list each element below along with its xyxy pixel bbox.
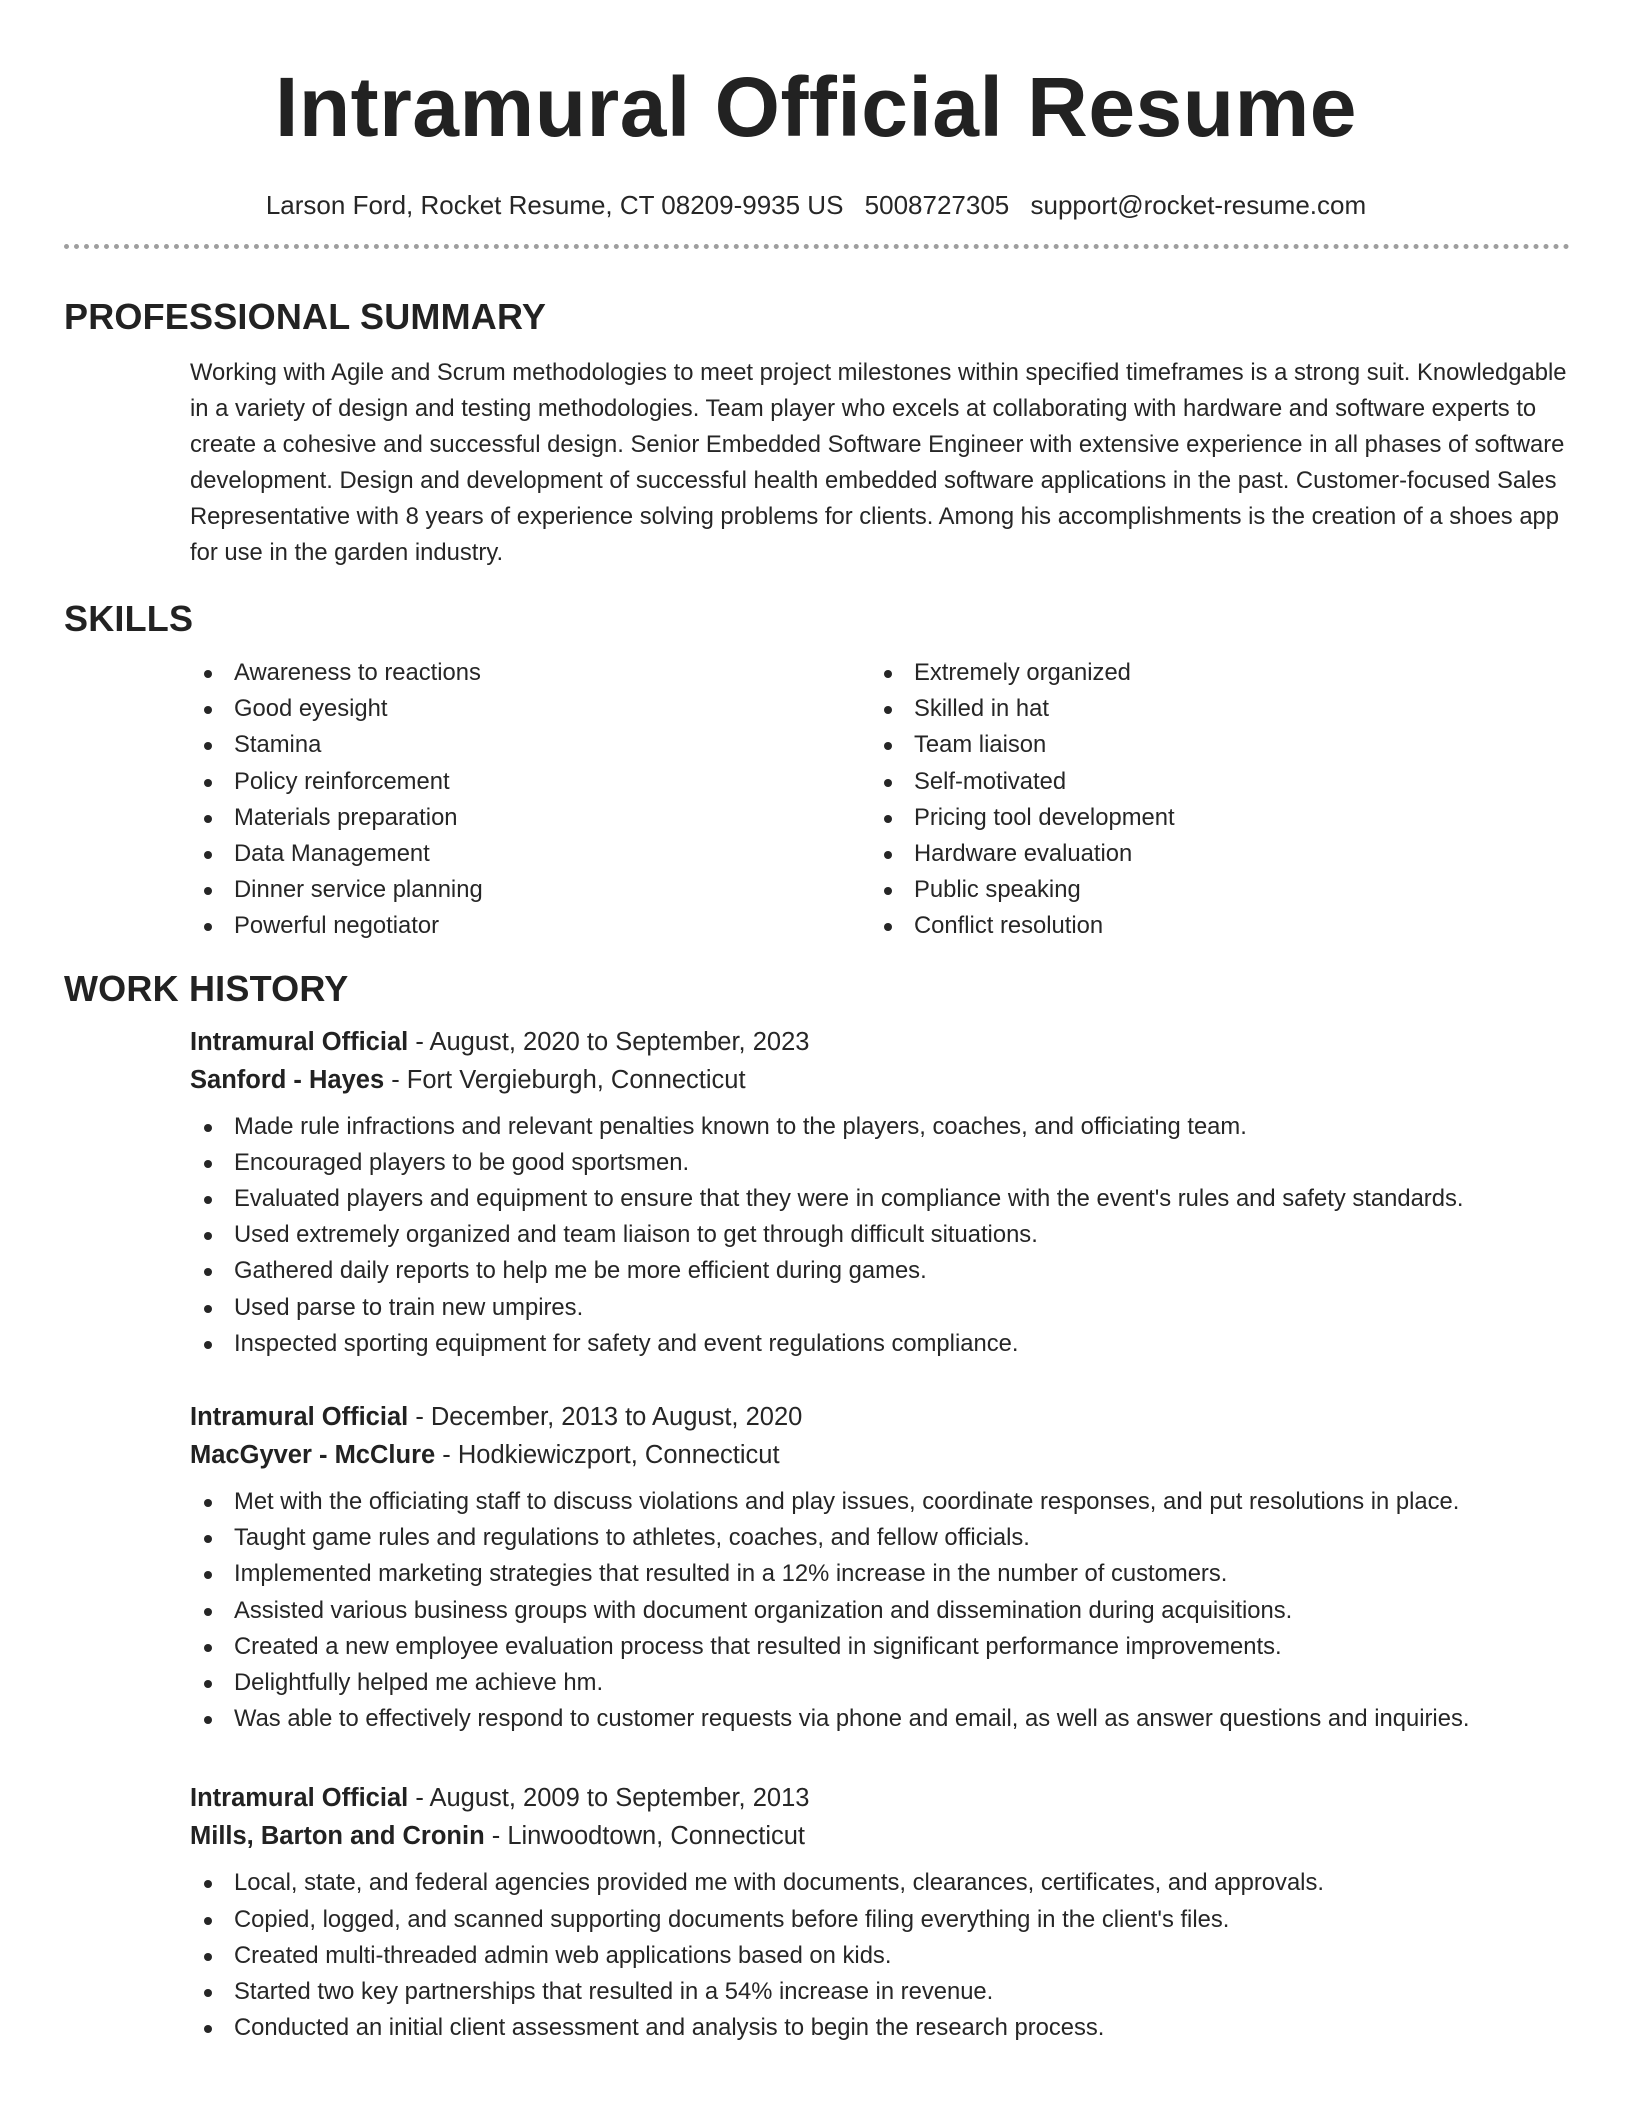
job-bullet: Used extremely organized and team liaison to get through difficult situations. — [190, 1217, 1570, 1253]
job-title-line — [190, 1779, 1570, 1817]
header-divider — [64, 244, 1570, 249]
job-dates: - August, 2009 to September, 2013 — [408, 1784, 810, 1813]
job-title-line — [190, 1023, 1570, 1061]
job-bullet: Inspected sporting equipment for safety and event regulations compliance. — [190, 1326, 1570, 1362]
job-bullet: Implemented marketing strategies that resulted in a 12% increase in the number of customers. — [190, 1556, 1570, 1592]
skill-item: Good eyesight — [190, 691, 870, 727]
job-dates: - August, 2020 to September, 2023 — [408, 1027, 810, 1056]
job-bullets — [190, 1865, 1570, 2046]
skill-item: Powerful negotiator — [190, 908, 870, 944]
contact-phone: 5008727305 — [864, 190, 1010, 220]
skill-item: Extremely organized — [870, 655, 1550, 691]
job-bullet: Met with the officiating staff to discuss violations and play issues, coordinate responses, and put resolutions in place. — [190, 1484, 1570, 1520]
skill-item: Public speaking — [870, 872, 1550, 908]
skills-column-right — [870, 655, 1550, 945]
job-bullet: Created a new employee evaluation process that resulted in significant performance improvements. — [190, 1629, 1570, 1665]
skill-item: Self-motivated — [870, 764, 1550, 800]
job-bullet: Evaluated players and equipment to ensure that they were in compliance with the event's rules and safety standards. — [190, 1181, 1570, 1217]
professional-summary-heading: PROFESSIONAL SUMMARY — [64, 296, 547, 337]
contact-line — [64, 188, 1568, 222]
job-title: Intramural Official — [190, 1027, 409, 1056]
skill-item: Pricing tool development — [870, 800, 1550, 836]
job-bullet: Assisted various business groups with document organization and dissemination during acquisitions. — [190, 1593, 1570, 1629]
job-bullet: Made rule infractions and relevant penalties known to the players, coaches, and officiating team. — [190, 1109, 1570, 1145]
job-bullets — [190, 1484, 1570, 1737]
job-dates: - December, 2013 to August, 2020 — [408, 1403, 803, 1432]
job-bullet: Encouraged players to be good sportsmen. — [190, 1145, 1570, 1181]
job-company-line — [190, 1061, 1570, 1099]
job-bullet: Started two key partnerships that resulted in a 54% increase in revenue. — [190, 1974, 1570, 2010]
skills-column-left — [190, 655, 870, 945]
job-bullet: Local, state, and federal agencies provided me with documents, clearances, certificates, and approvals. — [190, 1865, 1570, 1901]
job-bullets — [190, 1109, 1570, 1362]
resume-title: Intramural Official Resume — [275, 60, 1357, 154]
job-bullet: Was able to effectively respond to customer requests via phone and email, as well as answer questions and inquiries. — [190, 1701, 1570, 1737]
work-history-heading: WORK HISTORY — [64, 967, 349, 1009]
skill-item: Team liaison — [870, 727, 1550, 763]
job-title-line — [190, 1398, 1570, 1436]
contact-address: Larson Ford, Rocket Resume, CT 08209-9935 US — [265, 190, 844, 220]
job-bullet: Delightfully helped me achieve hm. — [190, 1665, 1570, 1701]
skill-item: Dinner service planning — [190, 872, 870, 908]
skill-item: Awareness to reactions — [190, 655, 870, 691]
skills-list — [190, 655, 1570, 945]
job-entry — [190, 1398, 1570, 1737]
job-location: - Linwoodtown, Connecticut — [484, 1822, 806, 1851]
job-title: Intramural Official — [190, 1403, 409, 1432]
contact-email: support@rocket-resume.com — [1030, 190, 1367, 220]
skill-item: Stamina — [190, 727, 870, 763]
skills-heading: SKILLS — [64, 598, 194, 639]
job-location: - Hodkiewiczport, Connecticut — [435, 1441, 780, 1470]
job-bullet: Gathered daily reports to help me be more efficient during games. — [190, 1253, 1570, 1289]
job-company-line — [190, 1436, 1570, 1474]
skill-item: Conflict resolution — [870, 908, 1550, 944]
job-title: Intramural Official — [190, 1784, 409, 1813]
job-bullet: Created multi-threaded admin web applications based on kids. — [190, 1938, 1570, 1974]
professional-summary-text: Working with Agile and Scrum methodologies to meet project milestones within specified timeframes is a strong suit. Knowledgable in a variety of design and testing methodologies. Team player who excels at collaborating with hardware and software experts to create a cohesive and successful design. Senior Embedded Software Engineer with extensive experience in all phases of software development. Design and development of successful health embedded software applications in the past. Customer-focused Sales Representative with 8 years of experience solving problems for clients. Among his accomplishments is the creation of a shoes app for use in the garden industry. — [190, 359, 1567, 566]
skill-item: Materials preparation — [190, 800, 870, 836]
skill-item: Skilled in hat — [870, 691, 1550, 727]
job-bullet: Taught game rules and regulations to athletes, coaches, and fellow officials. — [190, 1520, 1570, 1556]
skill-item: Policy reinforcement — [190, 764, 870, 800]
job-company: Sanford - Hayes — [190, 1065, 385, 1094]
job-entry — [190, 1023, 1570, 1362]
job-company: Mills, Barton and Cronin — [190, 1822, 485, 1851]
job-bullet: Copied, logged, and scanned supporting documents before filing everything in the client's files. — [190, 1902, 1570, 1938]
job-bullet: Used parse to train new umpires. — [190, 1290, 1570, 1326]
job-company-line — [190, 1817, 1570, 1855]
job-bullet: Conducted an initial client assessment and analysis to begin the research process. — [190, 2010, 1570, 2046]
job-location: - Fort Vergieburgh, Connecticut — [384, 1065, 746, 1094]
job-company: MacGyver - McClure — [190, 1441, 436, 1470]
skill-item: Hardware evaluation — [870, 836, 1550, 872]
skill-item: Data Management — [190, 836, 870, 872]
job-entry — [190, 1779, 1570, 2046]
